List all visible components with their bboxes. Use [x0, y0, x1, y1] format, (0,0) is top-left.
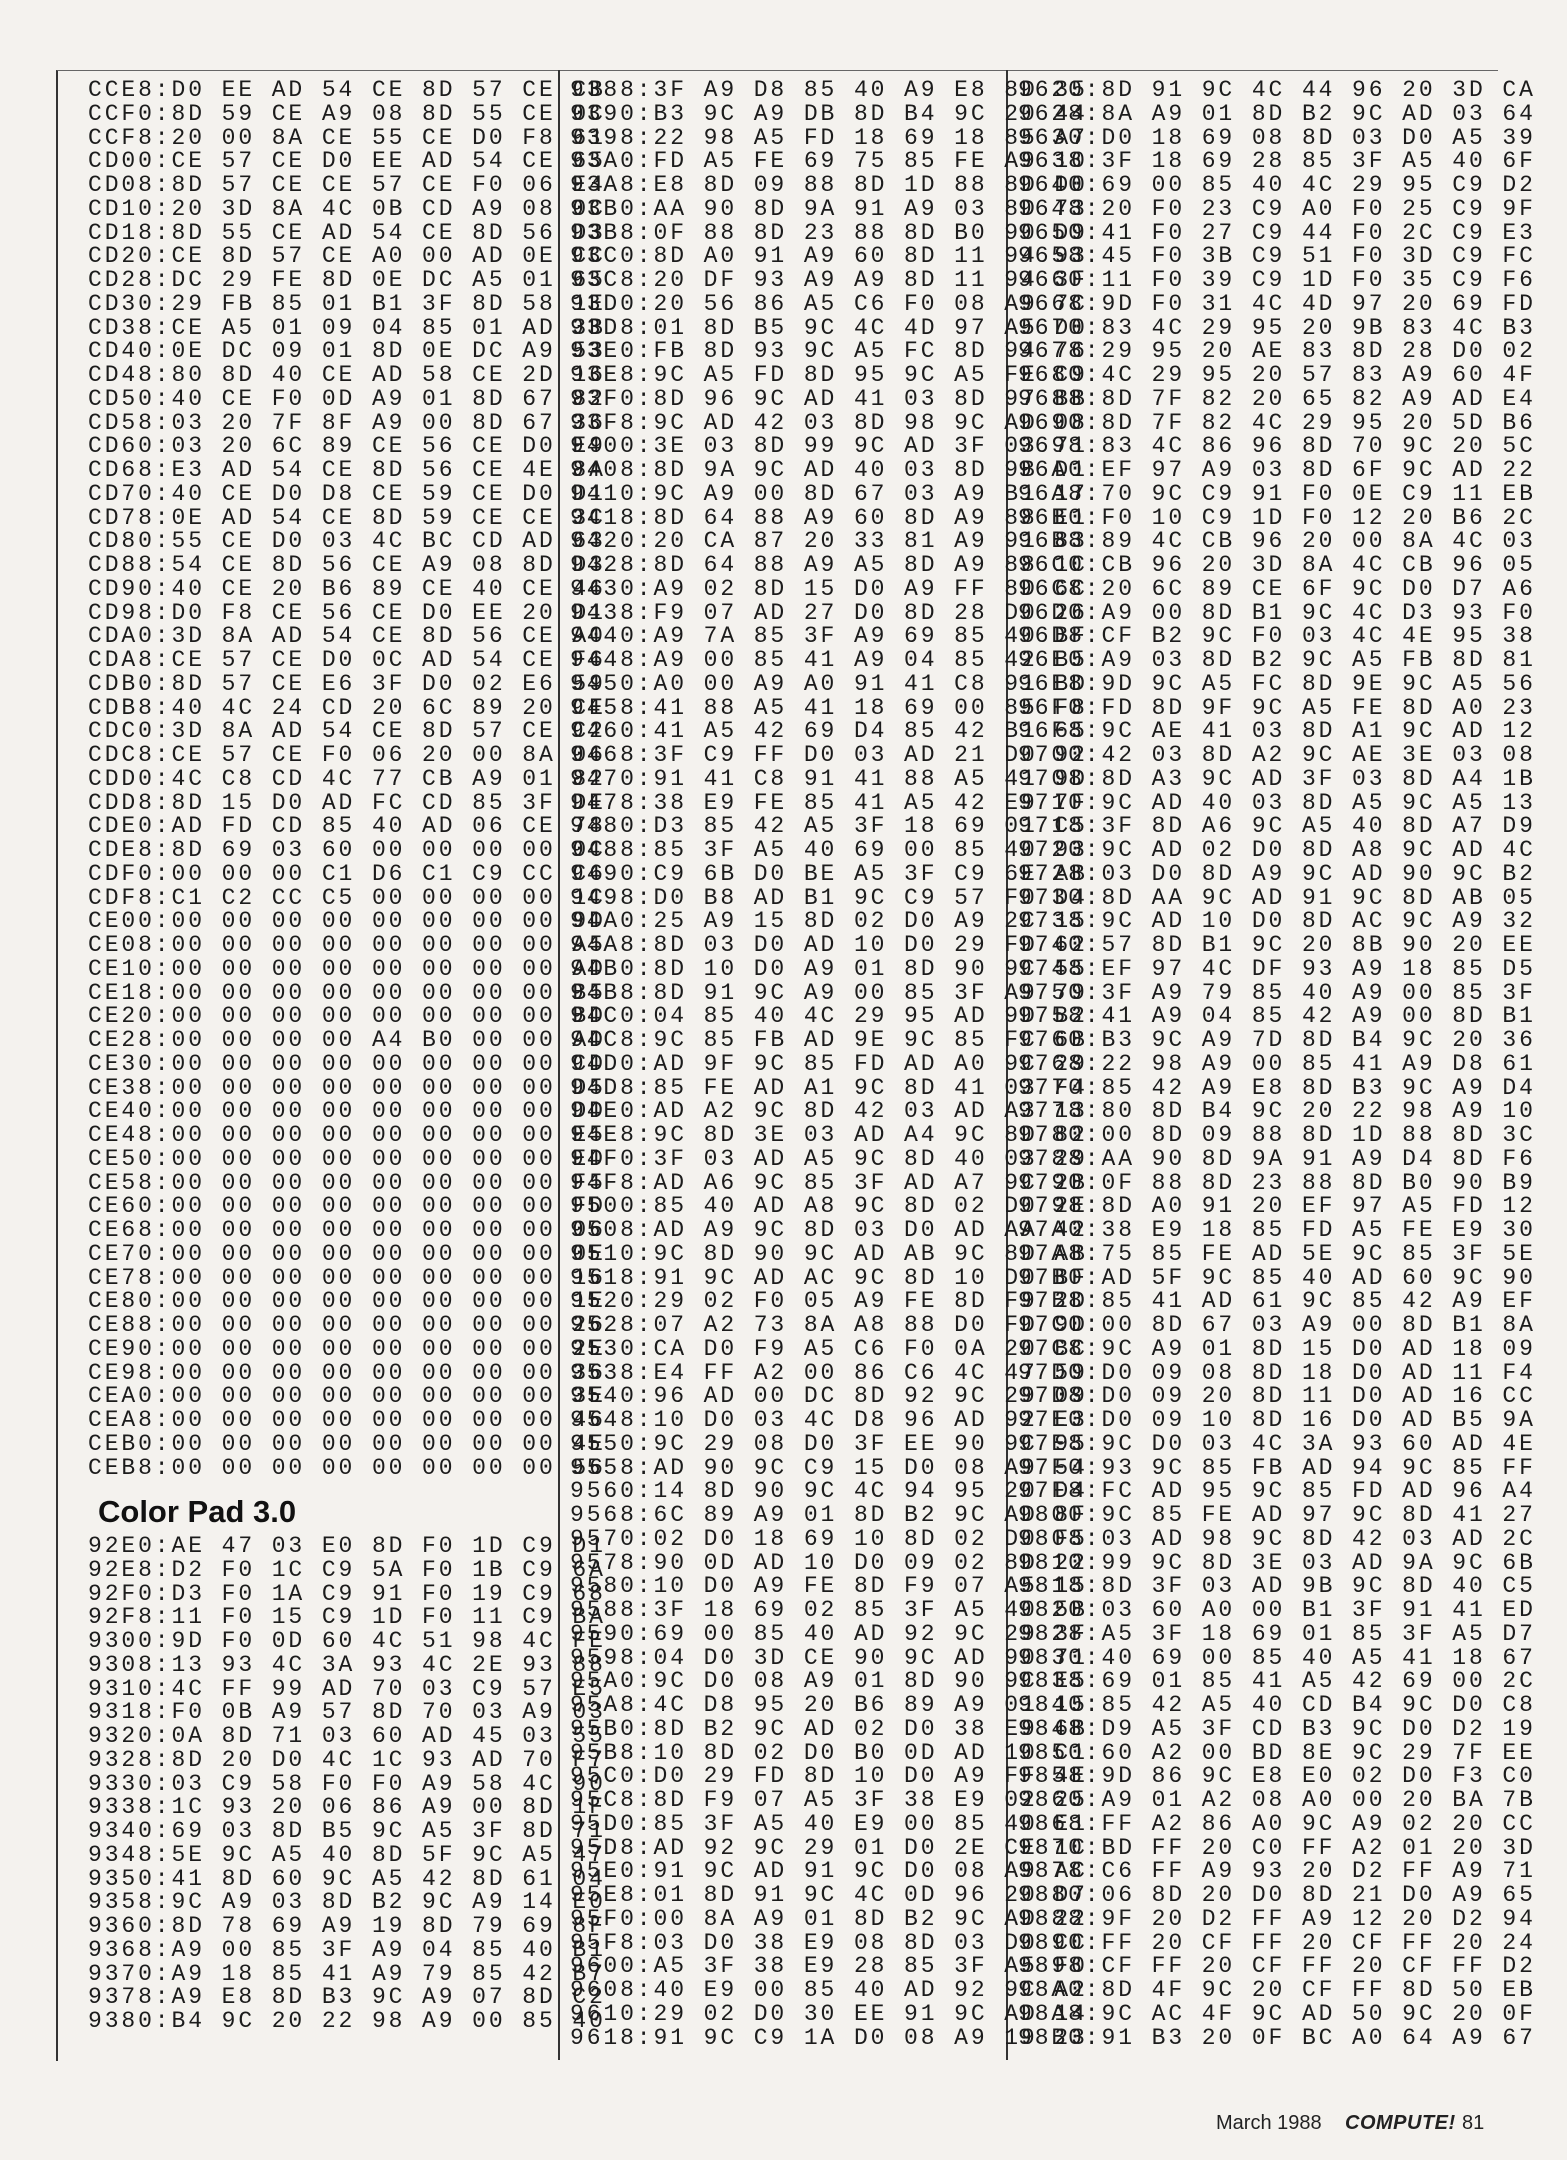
listing-line: CDE0:AD FD CD 85 40 AD 06 CE 78 — [88, 813, 606, 840]
listing-line: 9450:A0 00 A9 A0 91 41 C8 91 BD — [570, 670, 1088, 697]
listing-line: CD18:8D 55 CE AD 54 CE 8D 56 D3 — [88, 219, 606, 246]
listing-line: 9458:41 88 A5 41 18 69 00 85 F8 — [570, 694, 1088, 721]
listing-line: 9748:EF 97 4C DF 93 A9 18 85 D5 — [1018, 955, 1536, 982]
listing-line: 9460:41 A5 42 69 D4 85 42 B1 65 — [570, 718, 1088, 745]
listing-line: 9550:9C 29 08 D0 3F EE 90 9C 95 — [570, 1430, 1088, 1457]
listing-line: 9398:22 98 A5 FD 18 69 18 85 A7 — [570, 124, 1088, 151]
listing-line: 9370:A9 18 85 41 A9 79 85 42 B7 — [88, 1960, 606, 1987]
page-number: 81 — [1462, 2112, 1485, 2134]
listing-line: 9538:E4 FF A2 00 86 C6 4C 47 59 — [570, 1359, 1088, 1386]
listing-line: 9378:A9 E8 8D B3 9C A9 07 8D C2 — [88, 1984, 606, 2011]
listing-line: 9710:9C AD 40 03 8D A5 9C A5 13 — [1018, 789, 1536, 816]
listing-line: CDC0:3D 8A AD 54 CE 8D 57 CE C2 — [88, 718, 606, 745]
listing-line: 9770:85 42 A9 E8 8D B3 9C A9 D4 — [1018, 1074, 1536, 1101]
listing-column-2 — [570, 79, 1088, 2050]
listing-line: 93F8:9C AD 42 03 8D 98 9C AD 08 — [570, 409, 1088, 436]
listing-line: 95C8:8D F9 07 A5 3F 38 E9 02 25 — [570, 1787, 1088, 1813]
listing-line: 96E8:9D 9C A5 FC 8D 9E 9C A5 56 — [1018, 670, 1536, 697]
listing-line: 9828:A5 3F 18 69 01 85 3F A5 D7 — [1018, 1620, 1536, 1647]
listing-line: CD10:20 3D 8A 4C 0B CD A9 08 0C — [88, 195, 606, 222]
listing-line: 9610:29 02 D0 30 EE 91 9C AD 14 — [570, 2000, 1088, 2027]
listing-line: 9480:D3 85 42 A5 3F 18 69 01 C5 — [570, 813, 1088, 840]
listing-line: 94D8:85 FE AD A1 9C 8D 41 03 F4 — [570, 1074, 1088, 1101]
listing-line: 9630:D0 18 69 08 8D 03 D0 A5 39 — [1018, 124, 1536, 151]
listing-line: 9680:4C 29 95 20 57 83 A9 60 4F — [1018, 362, 1536, 388]
listing-line: 9798:8D A0 91 20 EF 97 A5 FD 12 — [1018, 1193, 1536, 1220]
listing-line: CE38:00 00 00 00 00 00 00 00 D5 — [88, 1074, 606, 1101]
listing-line: 9348:5E 9C A5 40 8D 5F 9C A5 47 — [88, 1841, 606, 1868]
listing-line: 94A0:25 A9 15 8D 02 D0 A9 2C 15 — [570, 908, 1088, 935]
listing-line: 9478:38 E9 FE 85 41 A5 42 E9 7F — [570, 789, 1088, 816]
listing-line: CE68:00 00 00 00 00 00 00 00 06 — [88, 1217, 606, 1243]
listing-line: 9740:57 8D B1 9C 20 8B 90 20 EE — [1018, 932, 1536, 958]
listing-line: 9508:AD A9 9C 8D 03 D0 AD AA 42 — [570, 1217, 1088, 1243]
listing-line: CDF0:00 00 00 C1 D6 C1 C9 CC C6 — [88, 860, 606, 887]
listing-line: 9338:1C 93 20 06 86 A9 00 8D 1F — [88, 1794, 606, 1821]
listing-line: 9878:C6 FF A9 93 20 D2 FF A9 71 — [1018, 1858, 1536, 1885]
listing-line: CD20:CE 8D 57 CE A0 00 AD 0E CC — [88, 243, 606, 270]
listing-line: CD60:03 20 6C 89 CE 56 CE D0 E9 — [88, 433, 606, 460]
listing-line: 9708:8D A3 9C AD 3F 03 8D A4 1B — [1018, 765, 1536, 792]
listing-line: 96E0:A9 03 8D B2 9C A5 FB 8D 81 — [1018, 647, 1536, 673]
listing-line: 9830:40 69 00 85 40 A5 41 18 67 — [1018, 1644, 1536, 1671]
listing-line: 9350:41 8D 60 9C A5 42 8D 61 04 — [88, 1865, 606, 1892]
listing-line: 96B0:F0 10 C9 1D F0 12 20 B6 2C — [1018, 504, 1536, 531]
listing-line: CE20:00 00 00 00 00 00 00 00 BD — [88, 1003, 606, 1030]
listing-line: 94B0:8D 10 D0 A9 01 8D 90 9C 55 — [570, 955, 1088, 982]
listing-line: 9750:3F A9 79 85 40 A9 00 85 3F — [1018, 979, 1536, 1006]
listing-line: 96F8:9C AE 41 03 8D A1 9C AD 12 — [1018, 718, 1536, 745]
listing-line: 9668:9D F0 31 4C 4D 97 20 69 FD — [1018, 290, 1536, 317]
listing-line: 93A8:E8 8D 09 88 8D 1D 88 8D D0 — [570, 172, 1088, 198]
listing-line: 9408:8D 9A 9C AD 40 03 8D 9B D1 — [570, 457, 1088, 483]
listing-line: 94F0:3F 03 AD A5 9C 8D 40 03 29 — [570, 1145, 1088, 1172]
listing-line: 9728:03 D0 8D A9 9C AD 90 9C B2 — [1018, 860, 1536, 887]
listing-line: 9318:F0 0B A9 57 8D 70 03 A9 03 — [88, 1699, 606, 1726]
listing-line: 9690:8D 7F 82 4C 29 95 20 5D B6 — [1018, 409, 1536, 436]
listing-line: 9328:8D 20 D0 4C 1C 93 AD 70 F7 — [88, 1746, 606, 1773]
listing-line: 9380:B4 9C 20 22 98 A9 00 85 40 — [88, 2008, 606, 2034]
listing-line: 9638:3F 18 69 28 85 3F A5 40 6F — [1018, 148, 1536, 175]
listing-line: 9310:4C FF 99 AD 70 03 C9 57 E5 — [88, 1675, 606, 1702]
listing-line: 95A8:4C D8 95 20 B6 89 A9 01 15 — [570, 1692, 1088, 1718]
listing-line: 9500:85 40 AD A8 9C 8D 02 D0 2E — [570, 1193, 1088, 1220]
listing-line: 96D0:A9 00 8D B1 9C 4C D3 93 F0 — [1018, 599, 1536, 626]
listing-line: CE88:00 00 00 00 00 00 00 00 26 — [88, 1312, 606, 1338]
listing-line: CD50:40 CE F0 0D A9 01 8D 67 82 — [88, 385, 606, 412]
listing-line: CD78:0E AD 54 CE 8D 59 CE CE 3C — [88, 504, 606, 531]
listing-line: 94F8:AD A6 9C 85 3F AD A7 9C 2B — [570, 1169, 1088, 1196]
listing-line: 9718:3F 8D A6 9C A5 40 8D A7 D9 — [1018, 813, 1536, 840]
listing-line: 95F0:00 8A A9 01 8D B2 9C AD 22 — [570, 1905, 1088, 1932]
listing-line: 9890:FF 20 CF FF 20 CF FF 20 24 — [1018, 1929, 1536, 1956]
listing-line: 96D8:CF B2 9C F0 03 4C 4E 95 38 — [1018, 623, 1536, 650]
listing-line: 9640:69 00 85 40 4C 29 95 C9 D2 — [1018, 172, 1536, 198]
listing-line: 97E8:9C D0 03 4C 3A 93 60 AD 4E — [1018, 1430, 1536, 1457]
listing-line: 97F8:FC AD 95 9C 85 FD AD 96 A4 — [1018, 1478, 1536, 1505]
listing-line: 9488:85 3F A5 40 69 00 85 40 93 — [570, 837, 1088, 863]
listing-line: 97A0:38 E9 18 85 FD A5 FE E9 30 — [1018, 1217, 1536, 1243]
listing-line: 95E8:01 8D 91 9C 4C 0D 96 20 D7 — [570, 1882, 1088, 1908]
listing-line: CD90:40 CE 20 B6 89 CE 40 CE 46 — [88, 575, 606, 602]
listing-line: CDC8:CE 57 CE F0 06 20 00 8A 06 — [88, 742, 606, 768]
listing-line: CEB8:00 00 00 00 00 00 00 00 56 — [88, 1454, 606, 1481]
listing-line: CD58:03 20 7F 8F A9 00 8D 67 36 — [88, 409, 606, 436]
listing-line: 9850:60 A2 00 BD 8E 9C 29 7F EE — [1018, 1739, 1536, 1766]
listing-line: CE60:00 00 00 00 00 00 00 00 FD — [88, 1193, 606, 1220]
listing-line: 9520:29 02 F0 05 A9 FE 8D F9 2D — [570, 1288, 1088, 1315]
listing-line: CE40:00 00 00 00 00 00 00 00 DD — [88, 1098, 606, 1125]
listing-line: 9320:0A 8D 71 03 60 AD 45 03 55 — [88, 1723, 606, 1749]
listing-line: 94C0:04 85 40 4C 29 95 AD 9D B2 — [570, 1003, 1088, 1030]
listing-line: CE98:00 00 00 00 00 00 00 00 36 — [88, 1359, 606, 1386]
listing-line: 9658:45 F0 3B C9 51 F0 3D C9 FC — [1018, 243, 1536, 270]
listing-line: 9760:B3 9C A9 7D 8D B4 9C 20 36 — [1018, 1027, 1536, 1053]
listing-line: 9688:8D 7F 82 20 65 82 A9 AD E4 — [1018, 385, 1536, 412]
listing-line: 9428:8D 64 88 A9 A5 8D A9 88 1C — [570, 552, 1088, 578]
listing-line: 9560:14 8D 90 9C 4C 94 95 20 D4 — [570, 1478, 1088, 1505]
listing-line: 97A8:75 85 FE AD 5E 9C 85 3F 5E — [1018, 1240, 1536, 1267]
listing-line: CDB8:40 4C 24 CD 20 6C 89 20 CE — [88, 694, 606, 721]
listing-line: CE70:00 00 00 00 00 00 00 00 0E — [88, 1240, 606, 1267]
listing-line: 9698:83 4C 86 96 8D 70 9C 20 5C — [1018, 433, 1536, 460]
listing-line: 9720:9C AD 02 D0 8D A8 9C AD 4C — [1018, 837, 1536, 863]
listing-line: 92E8:D2 F0 1C C9 5A F0 1B C9 6A — [88, 1556, 606, 1583]
listing-line: 96A8:70 9C C9 91 F0 0E C9 11 EB — [1018, 480, 1536, 507]
listing-line: 93D0:20 56 86 A5 C6 F0 08 A9 7C — [570, 290, 1088, 317]
listing-line: 97D8:D0 09 20 8D 11 D0 AD 16 CC — [1018, 1383, 1536, 1410]
listing-line: 9590:69 00 85 40 AD 92 9C 29 3F — [570, 1620, 1088, 1647]
listing-line: 98B0:91 B3 20 0F BC A0 64 A9 67 — [1018, 2024, 1536, 2051]
listing-line: 9300:9D F0 0D 60 4C 51 98 4C FE — [88, 1628, 606, 1654]
listing-line: 97D0:D0 09 08 8D 18 D0 AD 11 F4 — [1018, 1359, 1536, 1386]
listing-line: 9440:A9 7A 85 3F A9 69 85 40 BF — [570, 623, 1088, 650]
listing-line: 92F0:D3 F0 1A C9 91 F0 19 C9 68 — [88, 1580, 606, 1607]
listing-line: CDD0:4C C8 CD 4C 77 CB A9 01 82 — [88, 765, 606, 792]
listing-line: 96F0:FD 8D 9F 9C A5 FE 8D A0 23 — [1018, 694, 1536, 721]
listing-column-continued — [88, 79, 606, 1480]
listing-line: 9570:02 D0 18 69 10 8D 02 D0 F5 — [570, 1525, 1088, 1552]
listing-line: CDA0:3D 8A AD 54 CE 8D 56 CE A0 — [88, 623, 606, 650]
listing-line: 9618:91 9C C9 1A D0 08 A9 19 23 — [570, 2024, 1088, 2051]
listing-line: 92E0:AE 47 03 E0 8D F0 1D C9 D1 — [88, 1533, 606, 1559]
listing-line: 93D8:01 8D B5 9C 4C 4D 97 A5 D0 — [570, 314, 1088, 341]
listing-line: 9660:11 F0 39 C9 1D F0 35 C9 F6 — [1018, 267, 1536, 293]
listing-line: CDA8:CE 57 CE D0 0C AD 54 CE F6 — [88, 647, 606, 673]
listing-line: 9518:91 9C AD AC 9C 8D 10 D0 BF — [570, 1264, 1088, 1291]
listing-line: CCE8:D0 EE AD 54 CE 8D 57 CE CB — [88, 77, 606, 103]
listing-line: 9870:BD FF 20 C0 FF A2 01 20 3D — [1018, 1834, 1536, 1861]
listing-line: 93C0:8D A0 91 A9 60 8D 11 94 93 — [570, 243, 1088, 270]
listing-line: 9540:96 AD 00 DC 8D 92 9C 29 09 — [570, 1383, 1088, 1410]
listing-line: CE10:00 00 00 00 00 00 00 00 AD — [88, 955, 606, 982]
listing-line: 9838:69 01 85 41 A5 42 69 00 2C — [1018, 1668, 1536, 1695]
listing-column-1 — [88, 1535, 606, 2034]
listing-line: 9648:20 F0 23 C9 A0 F0 25 C9 9F — [1018, 195, 1536, 222]
listing-line: CD48:80 8D 40 CE AD 58 CE 2D 16 — [88, 362, 606, 388]
listing-line: CE90:00 00 00 00 00 00 00 00 2E — [88, 1335, 606, 1362]
listing-line: CD88:54 CE 8D 56 CE A9 08 8D D3 — [88, 552, 606, 578]
listing-line: 9598:04 D0 3D CE 90 9C AD 90 71 — [570, 1644, 1088, 1671]
listing-line: 9600:A5 3F 38 E9 28 85 3F A5 F0 — [570, 1953, 1088, 1980]
listing-line: 94A8:8D 03 D0 AD 10 D0 29 FD 62 — [570, 932, 1088, 958]
listing-line: 9758:41 A9 04 85 42 A9 00 8D B1 — [1018, 1003, 1536, 1030]
listing-line: 9730:8D AA 9C AD 91 9C 8D AB 05 — [1018, 884, 1536, 911]
listing-line: 9628:8A A9 01 8D B2 9C AD 03 64 — [1018, 100, 1536, 127]
listing-line: 95C0:D0 29 FD 8D 10 D0 A9 FF 4E — [570, 1763, 1088, 1790]
listing-line: 97B8:85 41 AD 61 9C 85 42 A9 EF — [1018, 1288, 1536, 1315]
listing-line: 9840:85 42 A5 40 CD B4 9C D0 C8 — [1018, 1692, 1536, 1718]
listing-line: 9418:8D 64 88 A9 60 8D A9 88 E1 — [570, 504, 1088, 531]
listing-line: 94E0:AD A2 9C 8D 42 03 AD A3 13 — [570, 1098, 1088, 1125]
listing-line: CD08:8D 57 CE CE 57 CE F0 06 E4 — [88, 172, 606, 198]
listing-line: 9588:3F 18 69 02 85 3F A5 40 5B — [570, 1597, 1088, 1623]
listing-line: CD68:E3 AD 54 CE 8D 56 CE 4E 8A — [88, 457, 606, 483]
listing-line: 9510:9C 8D 90 9C AD AB 9C 8D AB — [570, 1240, 1088, 1267]
listing-line: CE58:00 00 00 00 00 00 00 00 F5 — [88, 1169, 606, 1196]
listing-line: 9700:42 03 8D A2 9C AE 3E 03 08 — [1018, 742, 1536, 768]
listing-line: 95B8:10 8D 02 D0 B0 0D AD 10 C1 — [570, 1739, 1088, 1766]
listing-line: 93E8:9C A5 FD 8D 95 9C A5 FE C9 — [570, 362, 1088, 388]
listing-line: CE28:00 00 00 00 A4 B0 00 00 AD — [88, 1027, 606, 1053]
listing-line: 9330:03 C9 58 F0 F0 A9 58 4C 90 — [88, 1770, 606, 1797]
listing-line: CDD8:8D 15 D0 AD FC CD 85 3F DE — [88, 789, 606, 816]
listing-line: 98A8:9C AC 4F 9C AD 50 9C 20 0F — [1018, 2000, 1536, 2027]
listing-line: 95D0:85 3F A5 40 E9 00 85 40 E1 — [570, 1810, 1088, 1837]
listing-line: 9848:D9 A5 3F CD B3 9C D0 D2 19 — [1018, 1715, 1536, 1742]
listing-line: 9568:6C 89 A9 01 8D B2 9C AD 8F — [570, 1502, 1088, 1528]
listing-line: 93C8:20 DF 93 A9 A9 8D 11 94 3F — [570, 267, 1088, 293]
listing-line: 96A0:EF 97 A9 03 8D 6F 9C AD 22 — [1018, 457, 1536, 483]
listing-line: 9438:F9 07 AD 27 D0 8D 28 D0 26 — [570, 599, 1088, 626]
listing-line: 9790:0F 88 8D 23 88 8D B0 90 B9 — [1018, 1169, 1536, 1196]
listing-line: 9578:90 0D AD 10 D0 09 02 8D 22 — [570, 1549, 1088, 1576]
listing-line: 9420:20 CA 87 20 33 81 A9 91 83 — [570, 528, 1088, 555]
listing-line: 93B8:0F 88 8D 23 88 8D B0 90 D9 — [570, 219, 1088, 246]
listing-line: 9430:A9 02 8D 15 D0 A9 FF 8D 6C — [570, 575, 1088, 602]
listing-line: CD38:CE A5 01 09 04 85 01 AD 3B — [88, 314, 606, 341]
listing-column-3 — [1018, 79, 1536, 2050]
listing-line: CE08:00 00 00 00 00 00 00 00 A5 — [88, 932, 606, 958]
listing-line: 98A0:8D 4F 9C 20 CF FF 8D 50 EB — [1018, 1977, 1536, 2003]
listing-line: 97B0:AD 5F 9C 85 40 AD 60 9C 90 — [1018, 1264, 1536, 1291]
listing-line: 9448:A9 00 85 41 A9 04 85 42 B5 — [570, 647, 1088, 673]
listing-line: CEA8:00 00 00 00 00 00 00 00 46 — [88, 1407, 606, 1433]
listing-line: CD98:D0 F8 CE 56 CE D0 EE 20 D1 — [88, 599, 606, 626]
listing-line: 9498:D0 B8 AD B1 9C C9 57 F0 D4 — [570, 884, 1088, 911]
listing-line: 9388:3F A9 D8 85 40 A9 E8 8D 35 — [570, 77, 1088, 103]
listing-line: 95F8:03 D0 38 E9 08 8D 03 D0 CC — [570, 1929, 1088, 1956]
listing-line: 9358:9C A9 03 8D B2 9C A9 14 E0 — [88, 1889, 606, 1916]
listing-line: 9888:9F 20 D2 FF A9 12 20 D2 94 — [1018, 1905, 1536, 1932]
listing-line: 9858:9D 86 9C E8 E0 02 D0 F3 C0 — [1018, 1763, 1536, 1790]
listing-line: 9360:8D 78 69 A9 19 8D 79 69 8F — [88, 1913, 606, 1939]
listing-line: 9820:03 60 A0 00 B1 3F 91 41 ED — [1018, 1597, 1536, 1623]
listing-line: CD30:29 FB 85 01 B1 3F 8D 58 1E — [88, 290, 606, 317]
listing-line: 9860:A9 01 A2 08 A0 00 20 BA 7B — [1018, 1787, 1536, 1813]
listing-line: CD00:CE 57 CE D0 EE AD 54 CE 65 — [88, 148, 606, 175]
listing-heading: Color Pad 3.0 — [98, 1494, 297, 1529]
listing-line: 9490:C9 6B D0 BE A5 3F C9 6E AB — [570, 860, 1088, 887]
listing-line: CE50:00 00 00 00 00 00 00 00 ED — [88, 1145, 606, 1172]
listing-line: CD28:DC 29 FE 8D 0E DC A5 01 65 — [88, 267, 606, 293]
listing-line: 9400:3E 03 8D 99 9C AD 3F 03 71 — [570, 433, 1088, 460]
listing-line: 94D0:AD 9F 9C 85 FD AD A0 9C 29 — [570, 1050, 1088, 1077]
listing-line: CD70:40 CE D0 D8 CE 59 CE D0 D1 — [88, 480, 606, 507]
listing-line: 9880:06 8D 20 D0 8D 21 D0 A9 65 — [1018, 1882, 1536, 1908]
listing-line: 9788:AA 90 8D 9A 91 A9 D4 8D F6 — [1018, 1145, 1536, 1172]
listing-line: 94B8:8D 91 9C A9 00 85 3F A9 79 — [570, 979, 1088, 1006]
listing-line: 9308:13 93 4C 3A 93 4C 2E 93 88 — [88, 1651, 606, 1678]
listing-line: 9470:91 41 C8 91 41 88 A5 41 9D — [570, 765, 1088, 792]
listing-line: 9528:07 A2 73 8A A8 88 D0 FD 9D — [570, 1312, 1088, 1338]
listing-line: 9390:B3 9C A9 DB 8D B4 9C 20 44 — [570, 100, 1088, 127]
listing-line: 97F0:93 9C 85 FB AD 94 9C 85 FF — [1018, 1454, 1536, 1481]
listing-line: 9738:9C AD 10 D0 8D AC 9C A9 32 — [1018, 908, 1536, 935]
listing-line: 9898:CF FF 20 CF FF 20 CF FF D2 — [1018, 1953, 1536, 1980]
listing-line: CCF0:8D 59 CE A9 08 8D 55 CE 0C — [88, 100, 606, 127]
listing-line: 96C8:20 6C 89 CE 6F 9C D0 D7 A6 — [1018, 575, 1536, 602]
listing-line: 93E0:FB 8D 93 9C A5 FC 8D 94 76 — [570, 338, 1088, 365]
listing-line: 9558:AD 90 9C C9 15 D0 08 A9 54 — [570, 1454, 1088, 1481]
listing-line: CEA0:00 00 00 00 00 00 00 00 3E — [88, 1383, 606, 1410]
listing-line: 96C0:CB 96 20 3D 8A 4C CB 96 05 — [1018, 552, 1536, 578]
listing-line: 95B0:8D B2 9C AD 02 D0 38 E9 6B — [570, 1715, 1088, 1742]
listing-line: 95A0:9C D0 08 A9 01 8D 90 9C E5 — [570, 1668, 1088, 1695]
listing-line: 92F8:11 F0 15 C9 1D F0 11 C9 BA — [88, 1604, 606, 1631]
listing-line: 9620:8D 91 9C 4C 44 96 20 3D CA — [1018, 77, 1536, 103]
listing-line: 9778:80 8D B4 9C 20 22 98 A9 10 — [1018, 1098, 1536, 1125]
listing-line: 9340:69 03 8D B5 9C A5 3F 8D 71 — [88, 1818, 606, 1844]
listing-line: 9650:41 F0 27 C9 44 F0 2C C9 E3 — [1018, 219, 1536, 246]
listing-line: 9670:83 4C 29 95 20 9B 83 4C B3 — [1018, 314, 1536, 341]
listing-line: 9580:10 D0 A9 FE 8D F9 07 A5 15 — [570, 1573, 1088, 1600]
listing-line: 93F0:8D 96 9C AD 41 03 8D 97 BB — [570, 385, 1088, 412]
listing-line: CDE8:8D 69 03 60 00 00 00 00 0C — [88, 837, 606, 863]
listing-line: CCF8:20 00 8A CE 55 CE D0 F8 61 — [88, 124, 606, 151]
listing-line: CE18:00 00 00 00 00 00 00 00 B5 — [88, 979, 606, 1006]
listing-line: CE48:00 00 00 00 00 00 00 00 E5 — [88, 1122, 606, 1148]
listing-line: CEB0:00 00 00 00 00 00 00 00 4E — [88, 1430, 606, 1457]
listing-line: 9368:A9 00 85 3F A9 04 85 40 B1 — [88, 1936, 606, 1963]
listing-line: CE80:00 00 00 00 00 00 00 00 1E — [88, 1288, 606, 1315]
listing-line: 9818:8D 3F 03 AD 9B 9C 8D 40 C5 — [1018, 1573, 1536, 1600]
listing-line: 9468:3F C9 FF D0 03 AD 21 D0 92 — [570, 742, 1088, 768]
listing-line: 9810:99 9C 8D 3E 03 AD 9A 9C 6B — [1018, 1549, 1536, 1576]
listing-line: CDF8:C1 C2 CC C5 00 00 00 00 1C — [88, 884, 606, 911]
footer-magazine-name: COMPUTE! — [1345, 2112, 1456, 2134]
listing-line: 93B0:AA 90 8D 9A 91 A9 03 8D 73 — [570, 195, 1088, 222]
listing-line: CE00:00 00 00 00 00 00 00 00 9D — [88, 908, 606, 935]
listing-line: 9608:40 E9 00 85 40 AD 92 9C A2 — [570, 1977, 1088, 2003]
listing-line: 94C8:9C 85 FB AD 9E 9C 85 FC 6B — [570, 1027, 1088, 1053]
listing-line: 9530:CA D0 F9 A5 C6 F0 0A 20 BC — [570, 1335, 1088, 1362]
listing-line: CDB0:8D 57 CE E6 3F D0 02 E6 59 — [88, 670, 606, 697]
listing-line: 9808:03 AD 98 9C 8D 42 03 AD 2C — [1018, 1525, 1536, 1552]
footer-date: March 1988 — [1216, 2112, 1322, 2134]
listing-line: 96B8:89 4C CB 96 20 00 8A 4C 03 — [1018, 528, 1536, 555]
listing-line: 95D8:AD 92 9C 29 01 D0 2E CE 1C — [570, 1834, 1088, 1861]
listing-line: 9868:FF A2 86 A0 9C A9 02 20 CC — [1018, 1810, 1536, 1837]
listing-line: CE78:00 00 00 00 00 00 00 00 16 — [88, 1264, 606, 1291]
listing-line: 9548:10 D0 03 4C D8 96 AD 92 E3 — [570, 1407, 1088, 1433]
listing-line: 97C8:9C A9 01 8D 15 D0 AD 18 09 — [1018, 1335, 1536, 1362]
listing-line: 97C0:00 8D 67 03 A9 00 8D B1 8A — [1018, 1312, 1536, 1338]
listing-line: 94E8:9C 8D 3E 03 AD A4 9C 8D 82 — [570, 1122, 1088, 1148]
listing-line: 93A0:FD A5 FE 69 75 85 FE A9 10 — [570, 148, 1088, 175]
listing-line: CD80:55 CE D0 03 4C BC CD AD 63 — [88, 528, 606, 555]
listing-line: 9678:29 95 20 AE 83 8D 28 D0 02 — [1018, 338, 1536, 365]
listing-line: CD40:0E DC 09 01 8D 0E DC A9 53 — [88, 338, 606, 365]
listing-line: 9410:9C A9 00 8D 67 03 A9 B1 17 — [570, 480, 1088, 507]
listing-line: 95E0:91 9C AD 91 9C D0 08 A9 AC — [570, 1858, 1088, 1885]
listing-line: 97E0:D0 09 10 8D 16 D0 AD B5 9A — [1018, 1407, 1536, 1433]
listing-line: 9780:00 8D 09 88 8D 1D 88 8D 3C — [1018, 1122, 1536, 1148]
listing-line: CE30:00 00 00 00 00 00 00 00 CD — [88, 1050, 606, 1077]
listing-line: 9768:22 98 A9 00 85 41 A9 D8 61 — [1018, 1050, 1536, 1077]
listing-line: 9800:9C 85 FE AD 97 9C 8D 41 27 — [1018, 1502, 1536, 1528]
